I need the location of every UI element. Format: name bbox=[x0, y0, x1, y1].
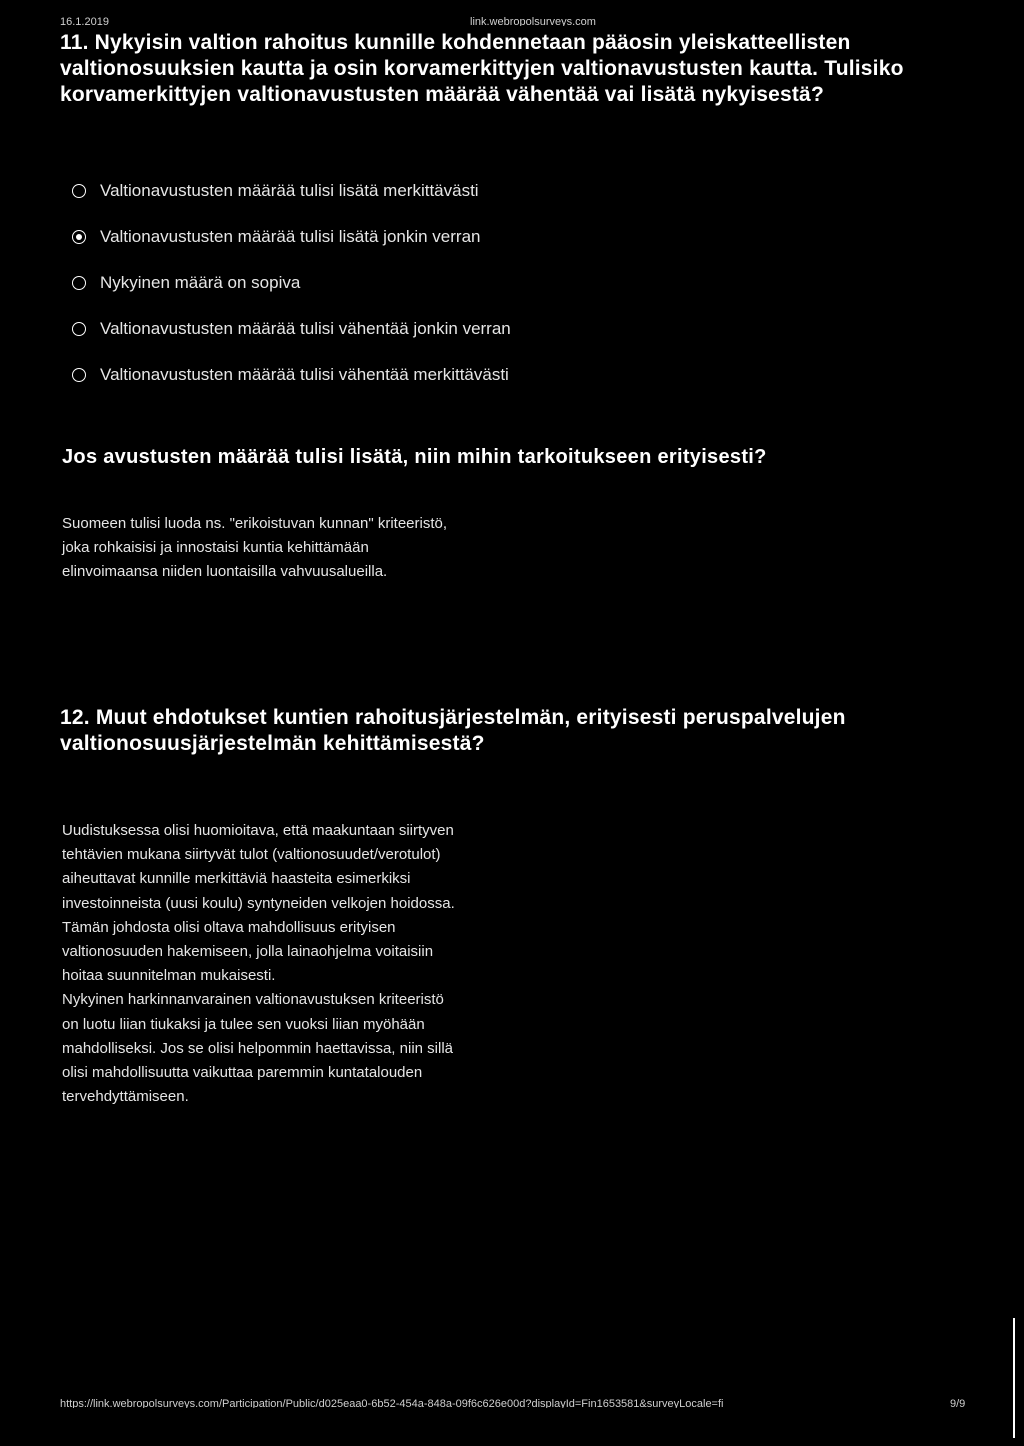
scrollbar-edge bbox=[1013, 1318, 1015, 1438]
page-number: 9/9 bbox=[950, 1398, 966, 1408]
answer-line: olisi mahdollisuutta vaikuttaa paremmin kuntatalouden bbox=[62, 1064, 423, 1082]
answer-line: investoinneista (uusi koulu) syntyneiden velkojen hoidossa. bbox=[62, 894, 455, 912]
answer-line: Tämän johdosta olisi oltava mahdollisuus erityisen bbox=[62, 918, 396, 936]
answer-line: hoitaa suunnitelman mukaisesti. bbox=[62, 967, 276, 985]
radio-option[interactable] bbox=[72, 260, 511, 306]
answer-line: elinvoimaansa niiden luontaisilla vahvuusalueilla. bbox=[62, 563, 388, 580]
answer-line: Suomeen tulisi luoda ns. "erikoistuvan kunnan" kriteeristö, bbox=[62, 515, 448, 532]
radio-option[interactable] bbox=[72, 352, 511, 398]
answer-line: tervehdyttämiseen. bbox=[62, 1088, 189, 1106]
question-11-heading: 11. Nykyisin valtion rahoitus kunnille kohdennetaan pääosin yleiskatteellisten valtionosuuksien kautta ja osin korvamerkittyjen valtionavustusten kautta. Tulisiko korvamerkittyjen valtionavustusten määrää vähentää vai lisätä nykyisestä? bbox=[60, 31, 904, 106]
radio-option[interactable] bbox=[72, 306, 511, 352]
print-footer-url: https://link.webropolsurveys.com/Participation/Public/d025eaa0-6b52-454a-848a-09f6c626e00d?displayId=Fin1653581&surveyLocale=fi bbox=[60, 1398, 724, 1408]
question-12-heading: 12. Muut ehdotukset kuntien rahoitusjärjestelmän, erityisesti peruspalvelujen valtionosuusjärjestelmän kehittämisestä? bbox=[60, 706, 846, 755]
answer-line: joka rohkaisisi ja innostaisi kuntia kehittämään bbox=[62, 539, 369, 556]
answer-line: Nykyinen harkinnanvarainen valtionavustuksen kriteeristö bbox=[62, 991, 444, 1009]
question-12-answer-text bbox=[62, 819, 455, 1109]
print-header-url: link.webropolsurveys.com bbox=[470, 16, 596, 26]
radio-button-selected-icon[interactable] bbox=[72, 230, 86, 244]
radio-button-icon[interactable] bbox=[72, 184, 86, 198]
radio-button-icon[interactable] bbox=[72, 322, 86, 336]
option-label: Valtionavustusten määrää tulisi lisätä jonkin verran bbox=[100, 227, 481, 246]
answer-line: tehtävien mukana siirtyvät tulot (valtionosuudet/verotulot) bbox=[62, 846, 441, 864]
option-label: Valtionavustusten määrää tulisi vähentää jonkin verran bbox=[100, 319, 511, 338]
question-11-options bbox=[72, 168, 511, 398]
radio-option[interactable] bbox=[72, 214, 511, 260]
option-label: Valtionavustusten määrää tulisi lisätä merkittävästi bbox=[100, 181, 479, 200]
radio-button-icon[interactable] bbox=[72, 368, 86, 382]
followup-question: Jos avustusten määrää tulisi lisätä, niin mihin tarkoitukseen erityisesti? bbox=[62, 446, 767, 468]
answer-line: Uudistuksessa olisi huomioitava, että maakuntaan siirtyven bbox=[62, 822, 454, 839]
option-label: Nykyinen määrä on sopiva bbox=[100, 273, 301, 292]
answer-line: on luotu liian tiukaksi ja tulee sen vuoksi liian myöhään bbox=[62, 1015, 425, 1033]
answer-line: valtionosuuden hakemiseen, jolla lainaohjelma voitaisiin bbox=[62, 943, 434, 961]
answer-line: aiheuttavat kunnille merkittäviä haasteita esimerkiksi bbox=[62, 870, 411, 888]
answer-line: mahdolliseksi. Jos se olisi helpommin haettavissa, niin sillä bbox=[62, 1039, 454, 1057]
option-label: Valtionavustusten määrää tulisi vähentää merkittävästi bbox=[100, 365, 509, 384]
print-date: 16.1.2019 bbox=[60, 16, 109, 26]
radio-option[interactable] bbox=[72, 168, 511, 214]
followup-answer-text bbox=[62, 512, 447, 584]
radio-button-icon[interactable] bbox=[72, 276, 86, 290]
